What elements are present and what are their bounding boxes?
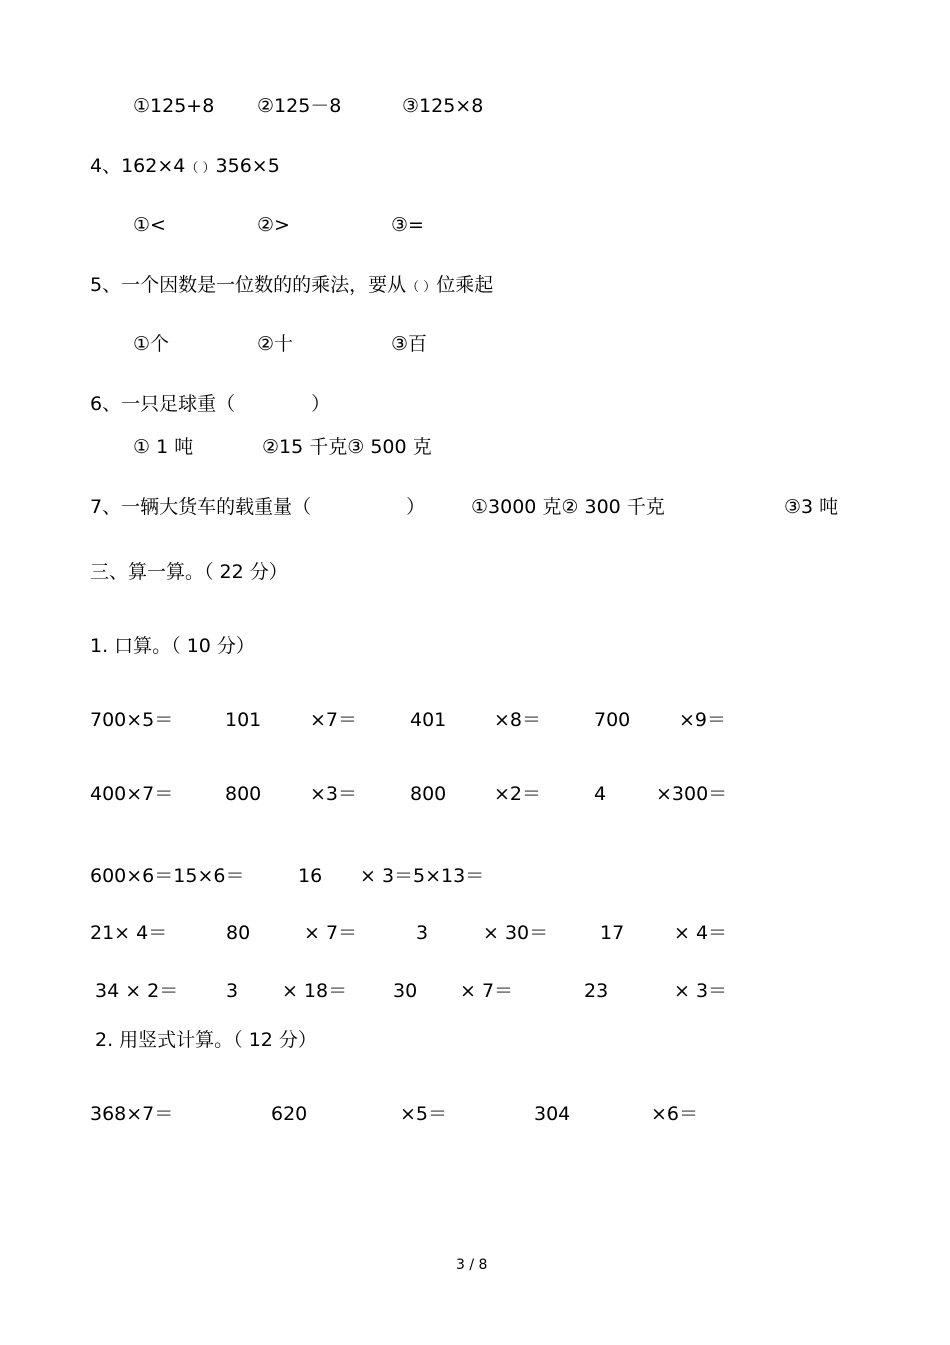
oral-r1-c7: ×9＝ [679, 709, 727, 731]
vertical-r1-c4: 304 [534, 1103, 571, 1125]
q6-option-1: ① 1 吨 [133, 436, 194, 458]
oral-r5-c5: × 7＝ [460, 980, 514, 1002]
oral-r4-c1: 21× 4＝ [90, 922, 168, 944]
q4-stem-post: 356×5 [215, 155, 280, 177]
oral-r1-c2: 101 [225, 709, 262, 731]
oral-r2-c4: 800 [410, 783, 447, 805]
q5-option-3: ③百 [391, 333, 428, 355]
oral-r2-c2: 800 [225, 783, 262, 805]
page-number: 3 / 8 [456, 1257, 488, 1273]
q7-stem: 7、一辆大货车的载重量（ ） [90, 496, 426, 518]
q5-option-2: ②十 [257, 333, 294, 355]
oral-r3-c2: 16 [298, 865, 323, 887]
oral-r1-c3: ×7＝ [310, 709, 358, 731]
q4-option-2: ②> [257, 214, 290, 236]
oral-r1-c1: 700×5＝ [90, 709, 174, 731]
vertical-r1-c1: 368×7＝ [90, 1103, 174, 1125]
oral-r4-c5: × 30＝ [483, 922, 549, 944]
q5-stem [90, 276, 493, 295]
q6-stem: 6、一只足球重（ ） [90, 393, 331, 415]
oral-title: 1. 口算。（ 10 分） [90, 635, 255, 657]
q4-stem-pre: 4、162×4 [90, 155, 186, 177]
q5-blank: （ ） [406, 280, 437, 295]
oral-r5-c4: 30 [393, 980, 418, 1002]
q5-stem-pre: 5、一个因数是一位数的的乘法，要从 [90, 274, 407, 296]
oral-r4-c3: × 7＝ [304, 922, 358, 944]
q4-option-1: ①< [133, 214, 166, 236]
q3-option-2: ②125－8 [257, 95, 342, 117]
oral-r2-c6: 4 [594, 783, 607, 805]
oral-r4-c4: 3 [416, 922, 429, 944]
oral-r4-c7: × 4＝ [674, 922, 728, 944]
q6-option-2-3: ②15 千克③ 500 克 [262, 436, 432, 458]
oral-r5-c3: × 18＝ [282, 980, 348, 1002]
oral-r2-c7: ×300＝ [656, 783, 728, 805]
vertical-r1-c5: ×6＝ [651, 1103, 699, 1125]
oral-r1-c6: 700 [594, 709, 631, 731]
oral-r4-c2: 80 [226, 922, 251, 944]
oral-r5-c1: 34 × 2＝ [95, 980, 179, 1002]
q5-stem-post: 位乘起 [436, 274, 494, 296]
oral-r2-c3: ×3＝ [310, 783, 358, 805]
vertical-r1-c2: 620 [271, 1103, 308, 1125]
oral-r3-c3: × 3＝5×13＝ [360, 865, 485, 887]
oral-r3-c1: 600×6＝15×6＝ [90, 865, 245, 887]
q3-option-3: ③125×8 [402, 95, 484, 117]
q7-option-3: ③3 吨 [784, 496, 839, 518]
vertical-title: 2. 用竖式计算。（ 12 分） [95, 1029, 317, 1051]
q4-blank: （ ） [185, 161, 216, 176]
q3-option-1: ①125+8 [133, 95, 215, 117]
oral-r5-c7: × 3＝ [674, 980, 728, 1002]
oral-r2-c5: ×2＝ [494, 783, 542, 805]
q5-option-1: ①个 [133, 333, 170, 355]
q4-option-3: ③= [391, 214, 424, 236]
oral-r5-c2: 3 [226, 980, 239, 1002]
oral-r5-c6: 23 [584, 980, 609, 1002]
vertical-r1-c3: ×5＝ [400, 1103, 448, 1125]
q4-stem [90, 157, 280, 176]
q7-option-1-2: ①3000 克② 300 千克 [471, 496, 665, 518]
oral-r1-c4: 401 [410, 709, 447, 731]
oral-r1-c5: ×8＝ [494, 709, 542, 731]
section-3-title: 三、算一算。（ 22 分） [90, 561, 288, 583]
oral-r4-c6: 17 [600, 922, 625, 944]
oral-r2-c1: 400×7＝ [90, 783, 174, 805]
